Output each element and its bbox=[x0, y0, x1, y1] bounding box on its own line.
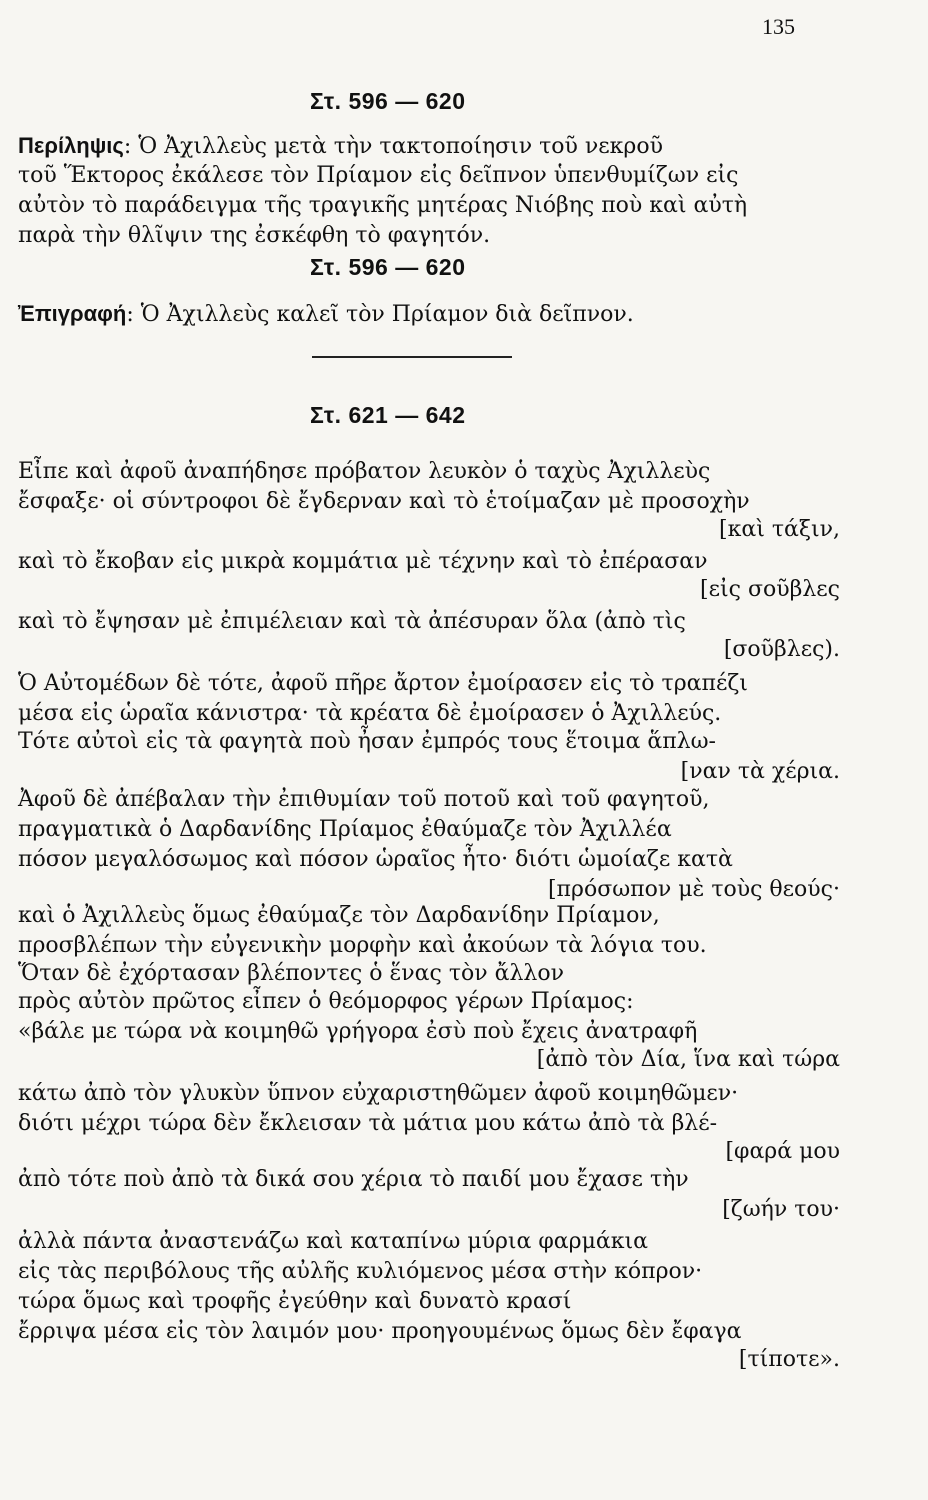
verse-line: εἰς τὰς περιβόλους τῆς αὐλῆς κυλιόμενος μέσα στὴν κόπρον· bbox=[18, 1259, 703, 1284]
verse-line: πόσον μεγαλόσωμος καὶ πόσον ὡραῖος ἦτο· διότι ὡμοίαζε κατὰ bbox=[18, 847, 733, 872]
verse-line: Ἀφοῦ δὲ ἀπέβαλαν τὴν ἐπιθυμίαν τοῦ ποτοῦ καὶ τοῦ φαγητοῦ, bbox=[18, 787, 710, 812]
section-heading-1: Στ. 596 — 620 bbox=[310, 88, 466, 114]
summary-label: Περίληψις bbox=[18, 133, 124, 158]
verse-line: καὶ τὸ ἔψησαν μὲ ἐπιμέλειαν καὶ τὰ ἀπέσυραν ὅλα (ἀπὸ τὶς bbox=[18, 609, 686, 634]
inscription-line bbox=[18, 300, 838, 329]
verse-line: ἀπὸ τότε ποὺ ἀπὸ τὰ δικά σου χέρια τὸ παιδί μου ἔχασε τὴν bbox=[18, 1167, 689, 1192]
summary-line: παρὰ τὴν θλῖψιν της ἐσκέφθη τὸ φαγητόν. bbox=[18, 223, 491, 248]
summary-line: τοῦ Ἕκτορος ἐκάλεσε τὸν Πρίαμον εἰς δεῖπνον ὑπενθυμίζων εἰς bbox=[18, 163, 739, 188]
verse-continuation-line: [ἀπὸ τὸν Δία, ἵνα καὶ τώρα bbox=[536, 1047, 840, 1072]
verse-line: ἔρριψα μέσα εἰς τὸν λαιμόν μου· προηγουμένως ὅμως δὲν ἔφαγα bbox=[18, 1319, 742, 1344]
verse-line: πρὸς αὐτὸν πρῶτος εἶπεν ὁ θεόμορφος γέρων Πρίαμος: bbox=[18, 989, 634, 1014]
verse-continuation-line: [τίποτε». bbox=[738, 1347, 840, 1372]
verse-continuation-line: [φαρά μου bbox=[725, 1139, 840, 1164]
verse-line: Τότε αὐτοὶ εἰς τὰ φαγητὰ ποὺ ἦσαν ἐμπρός τους ἕτοιμα ἅπλω- bbox=[18, 729, 716, 754]
verse-continuation-line: [ζωήν του· bbox=[722, 1197, 840, 1222]
verse-continuation-line: [εἰς σοῦβλες bbox=[700, 577, 840, 602]
verse-line: Ὁ Αὐτομέδων δὲ τότε, ἀφοῦ πῆρε ἄρτον ἐμοίρασεν εἰς τὸ τραπέζι bbox=[18, 671, 748, 696]
verse-line: καὶ τὸ ἔκοβαν εἰς μικρὰ κομμάτια μὲ τέχνην καὶ τὸ ἐπέρασαν bbox=[18, 549, 708, 574]
verse-line: πραγματικὰ ὁ Δαρδανίδης Πρίαμος ἐθαύμαζε τὸν Ἀχιλλέα bbox=[18, 817, 672, 842]
summary-line bbox=[18, 132, 838, 161]
verse-continuation-line: [ναν τὰ χέρια. bbox=[680, 759, 840, 784]
verse-line: ἔσφαξε· οἱ σύντροφοι δὲ ἔγδερναν καὶ τὸ ἑτοίμαζαν μὲ προσοχὴν bbox=[18, 489, 750, 514]
verse-line: τώρα ὅμως καὶ τροφῆς ἐγεύθην καὶ δυνατὸ κρασί bbox=[18, 1289, 572, 1314]
verse-line: προσβλέπων τὴν εὐγενικὴν μορφὴν καὶ ἀκούων τὰ λόγια του. bbox=[18, 933, 707, 958]
verse-line: Εἶπε καὶ ἀφοῦ ἀναπήδησε πρόβατον λευκὸν ὁ ταχὺς Ἀχιλλεὺς bbox=[18, 459, 711, 484]
verse-line: μέσα εἰς ὡραῖα κάνιστρα· τὰ κρέατα δὲ ἐμοίρασεν ὁ Ἀχιλλεύς. bbox=[18, 701, 722, 726]
verse-line: διότι μέχρι τώρα δὲν ἔκλεισαν τὰ μάτια μου κάτω ἀπὸ τὰ βλέ- bbox=[18, 1111, 718, 1136]
verse-continuation-line: [καὶ τάξιν, bbox=[719, 517, 840, 542]
verse-continuation-line: [πρόσωπον μὲ τοὺς θεούς· bbox=[547, 877, 840, 902]
inscription-text: : Ὁ Ἀχιλλεὺς καλεῖ τὸν Πρίαμον διὰ δεῖπνον. bbox=[126, 302, 634, 327]
inscription-label: Ἐπιγραφή bbox=[18, 301, 127, 326]
summary-text: : Ὁ Ἀχιλλεὺς μετὰ τὴν τακτοποίησιν τοῦ νεκροῦ bbox=[123, 134, 663, 159]
verse-line: «βάλε με τώρα νὰ κοιμηθῶ γρήγορα ἐσὺ ποὺ ἔχεις ἀνατραφῆ bbox=[18, 1019, 698, 1044]
verse-line: Ὅταν δὲ ἐχόρτασαν βλέποντες ὁ ἕνας τὸν ἄλλον bbox=[18, 961, 564, 986]
verse-continuation-line: [σοῦβλες). bbox=[723, 637, 840, 662]
section-heading-2: Στ. 596 — 620 bbox=[310, 254, 466, 280]
page-number: 135 bbox=[762, 14, 795, 39]
section-heading-3: Στ. 621 — 642 bbox=[310, 402, 466, 428]
summary-line: αὐτὸν τὸ παράδειγμα τῆς τραγικῆς μητέρας Νιόβης ποὺ καὶ αὐτὴ bbox=[18, 193, 748, 218]
verse-line: ἀλλὰ πάντα ἀναστενάζω καὶ καταπίνω μύρια φαρμάκια bbox=[18, 1229, 648, 1254]
verse-line: κάτω ἀπὸ τὸν γλυκὺν ὕπνον εὐχαριστηθῶμεν ἀφοῦ κοιμηθῶμεν· bbox=[18, 1081, 739, 1106]
section-divider bbox=[312, 356, 512, 358]
verse-line: καὶ ὁ Ἀχιλλεὺς ὅμως ἐθαύμαζε τὸν Δαρδανίδην Πρίαμον, bbox=[18, 903, 660, 928]
